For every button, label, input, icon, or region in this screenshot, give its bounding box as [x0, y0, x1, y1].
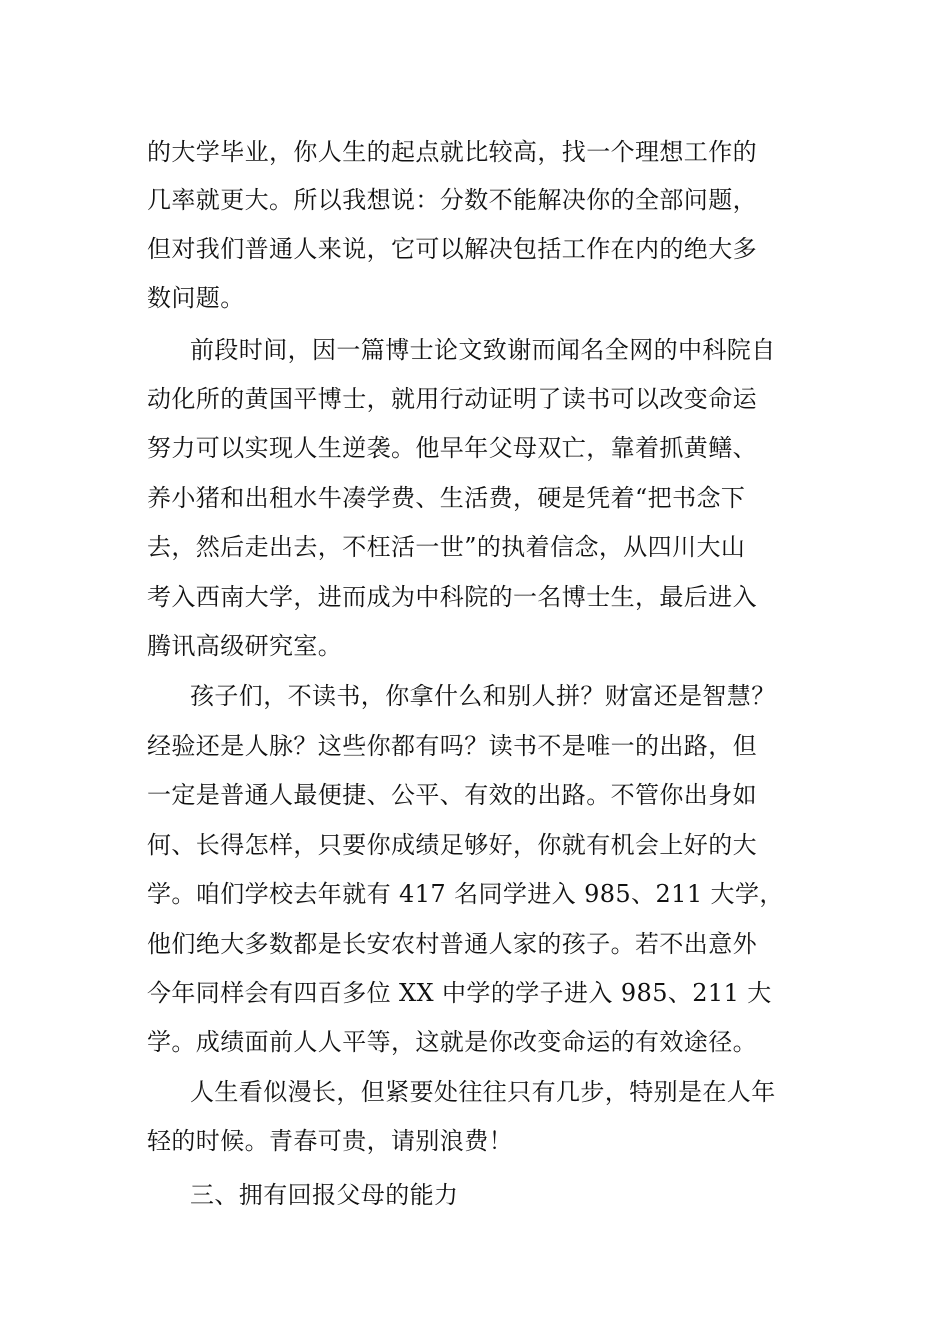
text-line: 腾讯高级研究室。 [147, 632, 343, 660]
text-line: 努力可以实现人生逆袭。他早年父母双亡，靠着抓黄鳝、 [147, 434, 757, 462]
text-line: 一定是普通人最便捷、公平、有效的出路。不管你出身如 [147, 781, 757, 809]
text-line: 学。咱们学校去年就有 417 名同学进入 985、211 大学， [147, 880, 784, 908]
text-line: 去，然后走出去，不枉活一世”的执着信念，从四川大山 [147, 533, 746, 561]
text-line: 的大学毕业，你人生的起点就比较高，找一个理想工作的 [147, 138, 757, 166]
text-line: 几率就更大。所以我想说：分数不能解决你的全部问题， [147, 186, 757, 214]
text-line: 养小猪和出租水牛凑学费、生活费，硬是凭着“把书念下 [147, 484, 746, 512]
text-line: 经验还是人脉？这些你都有吗？读书不是唯一的出路，但 [147, 732, 757, 760]
text-line: 他们绝大多数都是长安农村普通人家的孩子。若不出意外 [147, 930, 757, 958]
text-line: 动化所的黄国平博士，就用行动证明了读书可以改变命运 [147, 385, 757, 413]
paragraph-first-line: 人生看似漫长，但紧要处往往只有几步，特别是在人年 [190, 1078, 776, 1106]
paragraph-first-line: 前段时间，因一篇博士论文致谢而闻名全网的中科院自 [190, 336, 776, 364]
text-line: 何、长得怎样，只要你成绩足够好，你就有机会上好的大 [147, 831, 757, 859]
text-line: 数问题。 [147, 284, 245, 312]
text-line: 但对我们普通人来说，它可以解决包括工作在内的绝大多 [147, 235, 757, 263]
text-line: 考入西南大学，进而成为中科院的一名博士生，最后进入 [147, 583, 757, 611]
text-line: 今年同样会有四百多位 XX 中学的学子进入 985、211 大 [147, 979, 772, 1007]
paragraph-first-line: 孩子们，不读书，你拿什么和别人拼？财富还是智慧？ [190, 682, 776, 710]
text-line: 轻的时候。青春可贵，请别浪费！ [147, 1127, 513, 1155]
section-heading: 三、拥有回报父母的能力 [190, 1181, 459, 1209]
text-line: 学。成绩面前人人平等，这就是你改变命运的有效途径。 [147, 1028, 757, 1056]
